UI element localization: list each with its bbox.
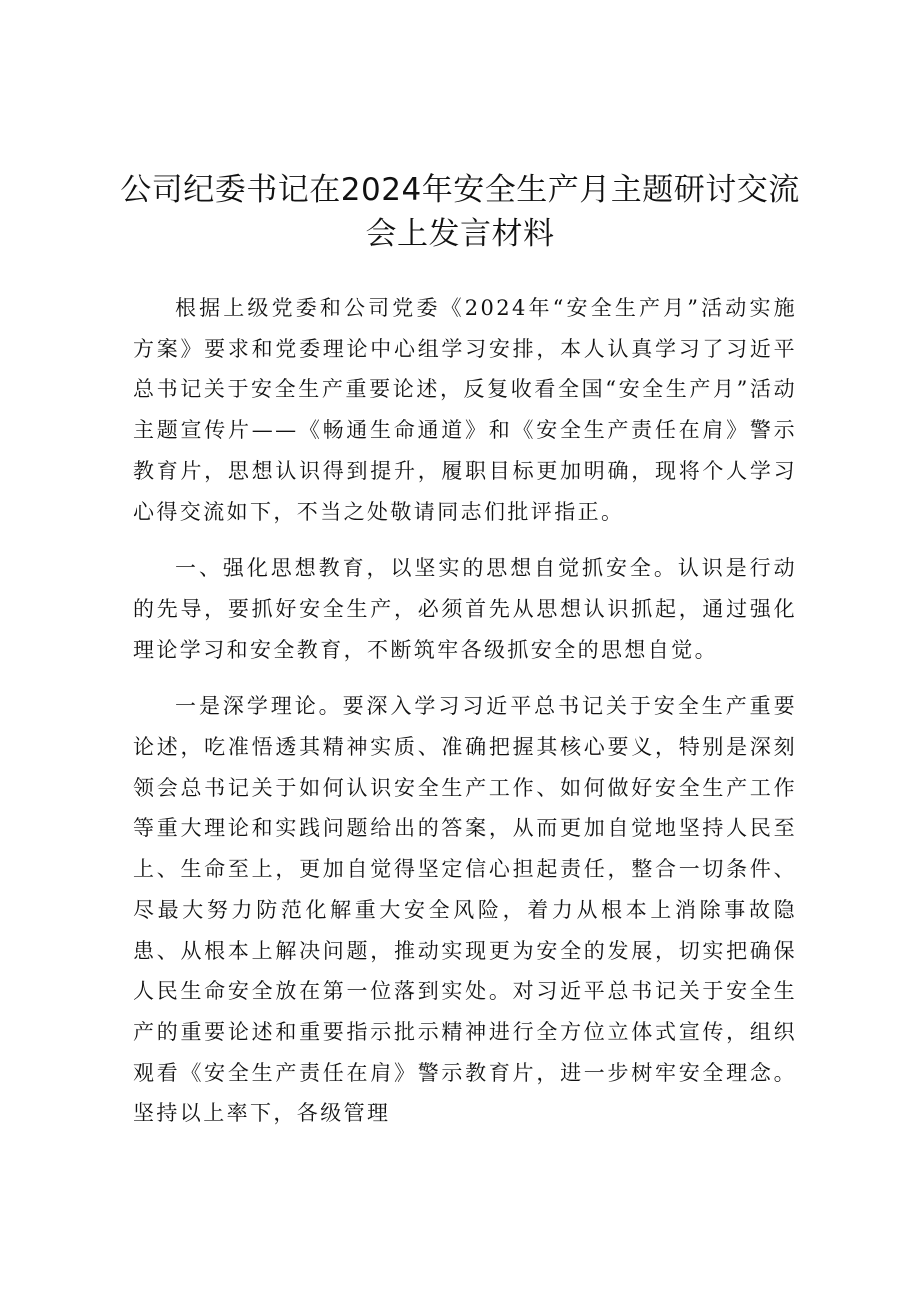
document-body [133,288,797,1134]
paragraph-section-one: 一、强化思想教育，以坚实的思想自觉抓安全。认识是行动的先导，要抓好安全生产，必须首先从思想认识抓起，通过强化理论学习和安全教育，不断筑牢各级抓安全的思想自觉。 [133,556,797,662]
paragraph-intro: 根据上级党委和公司党委《2024年“安全生产月”活动实施方案》要求和党委理论中心组学习安排，本人认真学习了习近平总书记关于安全生产重要论述，反复收看全国“安全生产月”活动主题宣传片——《畅通生命通道》和《安全生产责任在肩》警示教育片，思想认识得到提升，履职目标更加明确，现将个人学习心得交流如下，不当之处敬请同志们批评指正。 [133,296,797,524]
document-title: 公司纪委书记在2024年安全生产月主题研讨交流会上发言材料 [120,172,800,252]
paragraph-deep-study: 一是深学理论。要深入学习习近平总书记关于安全生产重要论述，吃准悟透其精神实质、准确把握其核心要义，特别是深刻领会总书记关于如何认识安全生产工作、如何做好安全生产工作等重大理论和实践问题给出的答案，从而更加自觉地坚持人民至上、生命至上，更加自觉得坚定信心担起责任，整合一切条件、尽最大努力防范化解重大安全风险，着力从根本上消除事故隐患、从根本上解决问题，推动实现更为安全的发展，切实把确保人民生命安全放在第一位落到实处。对习近平总书记关于安全生产的重要论述和重要指示批示精神进行全方位立体式宣传，组织观看《安全生产责任在肩》警示教育片，进一步树牢安全理念。坚持以上率下，各级管理 [133,694,797,1126]
